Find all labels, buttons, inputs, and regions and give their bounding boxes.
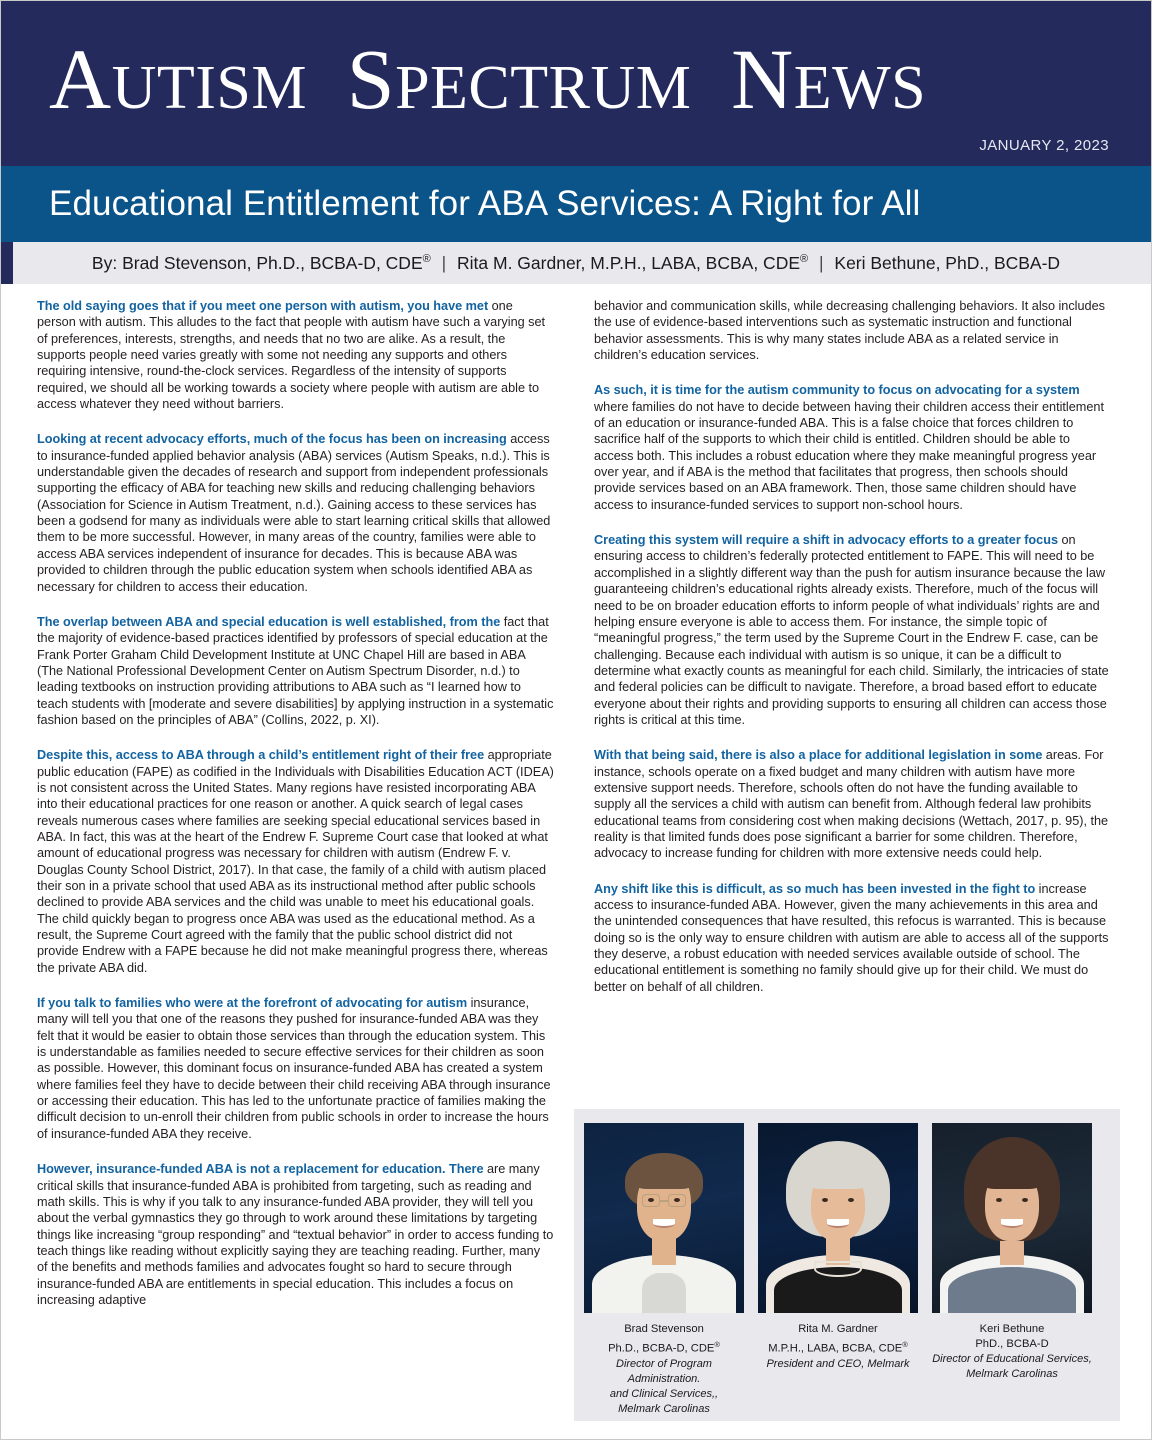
paragraph: [37, 431, 554, 594]
issue-date: JANUARY 2, 2023: [979, 137, 1109, 154]
title-rest-1: PECTRUM: [395, 54, 692, 122]
paragraph-text: appropriate public education (FAPE) as codified in the Individuals with Disabilities Education ACT (IDEA) is not consistent across the United States. Many regions have resisted incorporating ABA into their educational practices for one reason or another. A quick search of legal cases reveals numerous cases where families are seeking special educational services based in ABA. In fact, this was at the heart of the Endrew F. Supreme Court case that looked at what amount of educational progress was necessary for children with autism (Endrew F. v. Douglas County School District, 2017). In that case, the family of a child with autism placed their son in a private school that used ABA as its instructional method after public schools declined to provide ABA services and the child was unable to meet his educational goals. The child quickly began to progress once ABA was used as the educational method. As a result, the Supreme Court agreed with the family that the public school district did not provide Endrew with a FAPE because he did not make meaningful progress there, whereas the private ABA did.: [37, 748, 554, 975]
author-credentials: PhD., BCBA-D: [975, 1338, 1049, 1350]
byline: [92, 253, 1060, 274]
publication-title: [49, 33, 926, 134]
byline-author-3: Keri Bethune, PhD., BCBA-D: [834, 252, 1061, 273]
title-rest-0: UTISM: [111, 54, 308, 122]
paragraph-lead: Creating this system will require a shift in advocacy efforts to a greater focus: [594, 533, 1062, 548]
paragraph-lead: As such, it is time for the autism community to focus on advocating for a system: [594, 383, 1080, 398]
paragraph: [37, 1161, 554, 1308]
title-cap-0: A: [49, 31, 112, 127]
keri-bethune-headshot: [932, 1123, 1092, 1313]
paragraph-lead: Looking at recent advocacy efforts, much of the focus has been on increasing: [37, 432, 511, 447]
author-list: [574, 1109, 1120, 1417]
title-cap-1: S: [346, 31, 396, 127]
paragraph: [594, 382, 1111, 513]
title-cap-2: N: [731, 31, 794, 127]
brad-stevenson-headshot: [584, 1123, 744, 1313]
author-role-line: Director of Program Administration.: [616, 1357, 712, 1385]
masthead: [1, 1, 1151, 166]
author-role-line: President and CEO, Melmark: [766, 1357, 910, 1370]
paragraph: [594, 747, 1111, 861]
author-card: [584, 1123, 744, 1417]
byline-separator: |: [814, 252, 829, 273]
right-column: [594, 298, 1111, 1014]
paragraph-lead: The overlap between ABA and special education is well established, from the: [37, 614, 504, 629]
author-bios-panel: [574, 1109, 1120, 1421]
paragraph-text: fact that the majority of evidence-based practices identified by professors of special education at the Frank Porter Graham Child Development Institute at UNC Chapel Hill are based in ABA (The National Professional Development Center on Autism Spectrum Disorder, n.d.) to leading textbooks on instruction providing attributions to ABA such as “I learned how to teach students with [moderate and severe disabilities] by applying instruction in a systematic fashion based on the principles of ABA” (Collins, 2022, p. XI).: [37, 614, 554, 727]
paragraph: [37, 747, 554, 976]
article-headline: Educational Entitlement for ABA Services: A Right for All: [49, 184, 921, 223]
author-role-line: Melmark Carolinas: [966, 1368, 1058, 1380]
author-name: Brad Stevenson: [624, 1323, 704, 1335]
paragraph: [594, 532, 1111, 728]
author-card: [932, 1123, 1092, 1417]
paragraph-text: areas. For instance, schools operate on a fixed budget and many children with autism have more extensive support needs. Therefore, schools often do not have the funding available to supply all the services a child with autism can benefit from. Although federal law prohibits educational teams from considering cost when making decisions (Wettach, 2017, p. 95), the reality is that limited funds does pose significant a barrier for some children. Therefore, advocacy to increase funding for children with more extensive needs could help.: [594, 748, 1109, 861]
paragraph: [594, 298, 1111, 363]
paragraph-text: insurance, many will tell you that one of the reasons they pushed for insurance-funded ABA was they felt that it would be easier to obtain those services than through the education system. This is understandable as families needed to secure effective services for their children as soon as possible. However, this dominant focus on insurance-funded ABA has created a system where families feel they have to decide between their child receiving ABA through insurance or accessing their education. This has led to the unfortunate practice of families making the difficult decision to un-enroll their children from public schools in order to increase the hours of insurance-funded ABA they receive.: [37, 996, 551, 1141]
author-credentials: M.P.H., LABA, BCBA, CDE®: [768, 1340, 908, 1355]
paragraph-lead: Despite this, access to ABA through a child’s entitlement right of their free: [37, 748, 488, 763]
author-name: Keri Bethune: [979, 1323, 1045, 1335]
author-role-line: and Clinical Services,,: [609, 1387, 719, 1400]
author-card: [758, 1123, 918, 1417]
paragraph-text: access to insurance-funded applied behavior analysis (ABA) services (Autism Speaks, n.d.). This is understandable given the decades of research and support from independent professionals supporting the efficacy of ABA for teaching new skills and reducing challenging behaviors (Association for Science in Autism Treatment, n.d.). Gaining access to these services has been a godsend for many as individuals were able to start learning critical skills that allowed them to be more successful. However, in many areas of the country, families were able to access ABA services independent of insurance for decades. This is because ABA was provided to children through the public education system when schools identified ABA as necessary for children to access their education.: [37, 432, 551, 594]
author-name: Rita M. Gardner: [798, 1323, 878, 1335]
byline-prefix: By:: [91, 252, 123, 273]
paragraph-lead: The old saying goes that if you meet one person with autism, you have met: [37, 299, 492, 313]
paragraph: [37, 995, 554, 1142]
byline-bar: [1, 242, 1151, 284]
paragraph-text: one person with autism. This alludes to the fact that people with autism have such a varying set of preferences, interests, strengths, and needs that no two are alike. As a result, the supports people need varies greatly with some not needing any supports and others requiring intensive, round-the-clock services. Regardless of the intensity of supports required, we should all be working towards a society where people with autism are able to access whatever they need without barriers.: [37, 299, 546, 412]
paragraph-text: on ensuring access to children’s federally protected entitlement to FAPE. This will need to be accomplished in a slightly different way than the push for autism insurance because the law guaranteeing children’s educational rights already exists. Therefore, much of the focus will need to be on broader education efforts to inform people of what individuals’ rights are and helping ensure everyone is able to access them. For instance, the simple topic of “meaningful progress,” the term used by the Supreme Court in the Endrew F. case, can be challenging. Because each individual with autism is so unique, it can be a difficult to determine what exactly counts as meaningful for each child. Similarly, the intricacies of state and federal policies can be difficult to navigate. Therefore, a broad based effort to educate everyone about their rights and providing supports to ensuring all children can access those rights is critical at this time.: [594, 533, 1109, 727]
title-rest-2: EWS: [793, 54, 927, 122]
author-role-line: Director of Educational Services,: [932, 1353, 1092, 1365]
paragraph-text: increase access to insurance-funded ABA. However, given the many achievements in this area and the unintended consequences that have resulted, this refocus is warranted. This is because doing so is the only way to ensure children with autism are able to access all of the supports they deserve, a robust education with needed services available outside of school. The educational entitlement is something no family should give up for their child. We must do better on behalf of all children.: [594, 881, 1109, 994]
paragraph: [37, 298, 554, 412]
paragraph-text: behavior and communication skills, while decreasing challenging behaviors. It also includes the use of evidence-based interventions such as systematic instruction and functional behavior assessments. This is why many states include ABA as a related service in children’s education services.: [594, 299, 1106, 363]
byline-separator: |: [436, 252, 452, 273]
paragraph-text: are many critical skills that insurance-funded ABA is prohibited from targeting, such as reading and math skills. This is why if you talk to any insurance-funded ABA provider, they will tell you about the verbal gymnastics they go through to work around these limitations by targeting things like increasing “group responding” and “textual behavior” in order to access funding to teach things like reading without explicitly saying they are teaching reading. Further, many of the benefits and methods families and advocates fought so hard to secure through insurance-funded ABA are entitlements in special education. This includes a focus on increasing adaptive: [37, 1162, 554, 1307]
paragraph-lead: However, insurance-funded ABA is not a replacement for education. There: [37, 1162, 487, 1177]
rita-gardner-headshot: [758, 1123, 918, 1313]
paragraph-lead: If you talk to families who were at the forefront of advocating for autism: [37, 996, 471, 1011]
paragraph-text: where families do not have to decide between having their children access their entitlement of an education or insurance-funded ABA. This is a false choice that forces children to sacrifice half of the supports to which their child is entitled. Children should be able to access both. This includes a robust education where they make meaningful progress year over year, and if ABA is the method that facilitates that progress, then schools should provide services based on an ABA framework. Then, those same children should have access to insurance-funded services to support non-school hours.: [594, 399, 1105, 512]
left-column: [37, 298, 554, 1327]
author-role-line: Melmark Carolinas: [618, 1402, 710, 1415]
byline-author-1: Brad Stevenson, Ph.D., BCBA-D, CDE®: [122, 252, 431, 273]
paragraph-lead: With that being said, there is also a place for additional legislation in some: [594, 748, 1046, 763]
byline-author-2: Rita M. Gardner, M.P.H., LABA, BCBA, CDE®: [457, 252, 809, 273]
paragraph: [594, 881, 1111, 995]
author-credentials: Ph.D., BCBA-D, CDE®: [608, 1340, 720, 1355]
paragraph: [37, 614, 554, 728]
paragraph-lead: Any shift like this is difficult, as so much has been invested in the fight to: [594, 881, 1039, 896]
headline-bar: [1, 166, 1151, 242]
